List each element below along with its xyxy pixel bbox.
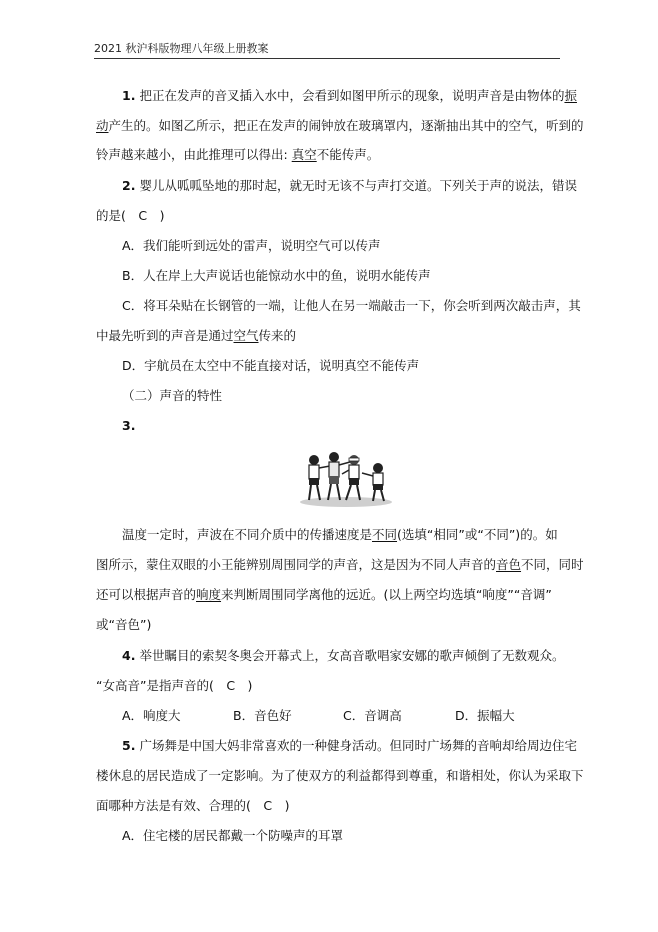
children-game-illustration bbox=[298, 448, 394, 508]
q1-text: 产生的。如图乙所示，把正在发声的闹钟放在玻璃罩内，逐渐抽出其中的空气，听到的 bbox=[108, 118, 584, 133]
q3-line4: 或“音色”) bbox=[96, 617, 152, 632]
q3-line2 bbox=[96, 557, 584, 573]
q4-line1 bbox=[122, 648, 564, 664]
q5-line3: 面哪种方法是有效、合理的( C ) bbox=[96, 798, 290, 813]
q5-option-a: A．住宅楼的居民都戴一个防噪声的耳罩 bbox=[122, 828, 344, 843]
q1-answer-vacuum: 真空 bbox=[291, 147, 317, 162]
q4-option-b: B．音色好 bbox=[233, 708, 292, 723]
q1-line2 bbox=[96, 118, 584, 134]
q4-option-c: C．音调高 bbox=[343, 708, 402, 723]
q4-text: 举世瞩目的索契冬奥会开幕式上，女高音歌唱家安娜的歌声倾倒了无数观众。 bbox=[139, 648, 565, 663]
q2-option-c-text: 传来的 bbox=[258, 328, 297, 343]
q1-text: 不能传声。 bbox=[316, 147, 380, 162]
q1-line1 bbox=[122, 88, 577, 104]
q5-line1 bbox=[122, 738, 577, 754]
q4-options bbox=[0, 708, 658, 724]
q1-number: 1. bbox=[122, 88, 136, 103]
q5-line2: 楼休息的居民造成了一定影响。为了使双方的利益都得到尊重，和谐相处，你认为采取下 bbox=[96, 768, 584, 783]
q5-number: 5. bbox=[122, 738, 136, 753]
q4-option-d: D．振幅大 bbox=[455, 708, 515, 723]
q2-option-a: A．我们能听到远处的雷声，说明空气可以传声 bbox=[122, 238, 381, 253]
q3-text: 还可以根据声音的 bbox=[96, 587, 197, 602]
q2-option-c-air: 空气 bbox=[233, 328, 259, 343]
q3-text: 不同，同时 bbox=[521, 557, 584, 572]
q2-option-d: D．宇航员在太空中不能直接对话，说明真空不能传声 bbox=[122, 358, 420, 373]
q2-option-b: B．人在岸上大声说话也能惊动水中的鱼，说明水能传声 bbox=[122, 268, 431, 283]
q4-option-a: A．响度大 bbox=[122, 708, 181, 723]
q1-answer-part2: 动 bbox=[96, 118, 109, 133]
q1-text: 把正在发声的音叉插入水中，会看到如图甲所示的现象，说明声音是由物体的 bbox=[139, 88, 565, 103]
q3-text: 温度一定时，声波在不同介质中的传播速度是 bbox=[122, 527, 373, 542]
q3-answer-different: 不同 bbox=[372, 527, 398, 542]
q3-answer-timbre: 音色 bbox=[496, 557, 522, 572]
q3-line3 bbox=[96, 587, 552, 603]
q2-line1 bbox=[122, 178, 577, 194]
q2-text: 婴儿从呱呱坠地的那时起，就无时无该不与声打交道。下列关于声的说法，错误 bbox=[139, 178, 577, 193]
section-title: （二）声音的特性 bbox=[122, 388, 223, 403]
header-divider bbox=[94, 58, 560, 59]
q1-answer-part1: 振 bbox=[564, 88, 577, 103]
q4-line2: “女高音”是指声音的( C ) bbox=[96, 678, 253, 693]
q3-answer-loudness: 响度 bbox=[196, 587, 222, 602]
q3-line1 bbox=[122, 527, 558, 543]
page-header: 2021 秋沪科版物理八年级上册教案 bbox=[94, 42, 269, 55]
q4-number: 4. bbox=[122, 648, 136, 663]
q2-option-c-line2 bbox=[96, 328, 296, 344]
q2-number: 2. bbox=[122, 178, 136, 193]
q3-text: (选填“相同”或“不同”)的。如 bbox=[397, 527, 558, 542]
q3-text: 图所示，蒙住双眼的小王能辨别周围同学的声音，这是因为不同人声音的 bbox=[96, 557, 497, 572]
q2-line2: 的是( C ) bbox=[96, 208, 165, 223]
q1-line3 bbox=[96, 147, 379, 163]
q2-option-c-text: 中最先听到的声音是通过 bbox=[96, 328, 234, 343]
q3-number: 3. bbox=[122, 418, 136, 433]
q5-text: 广场舞是中国大妈非常喜欢的一种健身活动。但同时广场舞的音响却给周边住宅 bbox=[139, 738, 577, 753]
q3-text: 来判断周围同学离他的远近。(以上两空均选填“响度”“音调” bbox=[221, 587, 552, 602]
q2-option-c-line1: C．将耳朵贴在长钢管的一端，让他人在另一端敲击一下，你会听到两次敲击声，其 bbox=[122, 298, 581, 313]
q1-text: 铃声越来越小，由此推理可以得出: bbox=[96, 147, 292, 162]
